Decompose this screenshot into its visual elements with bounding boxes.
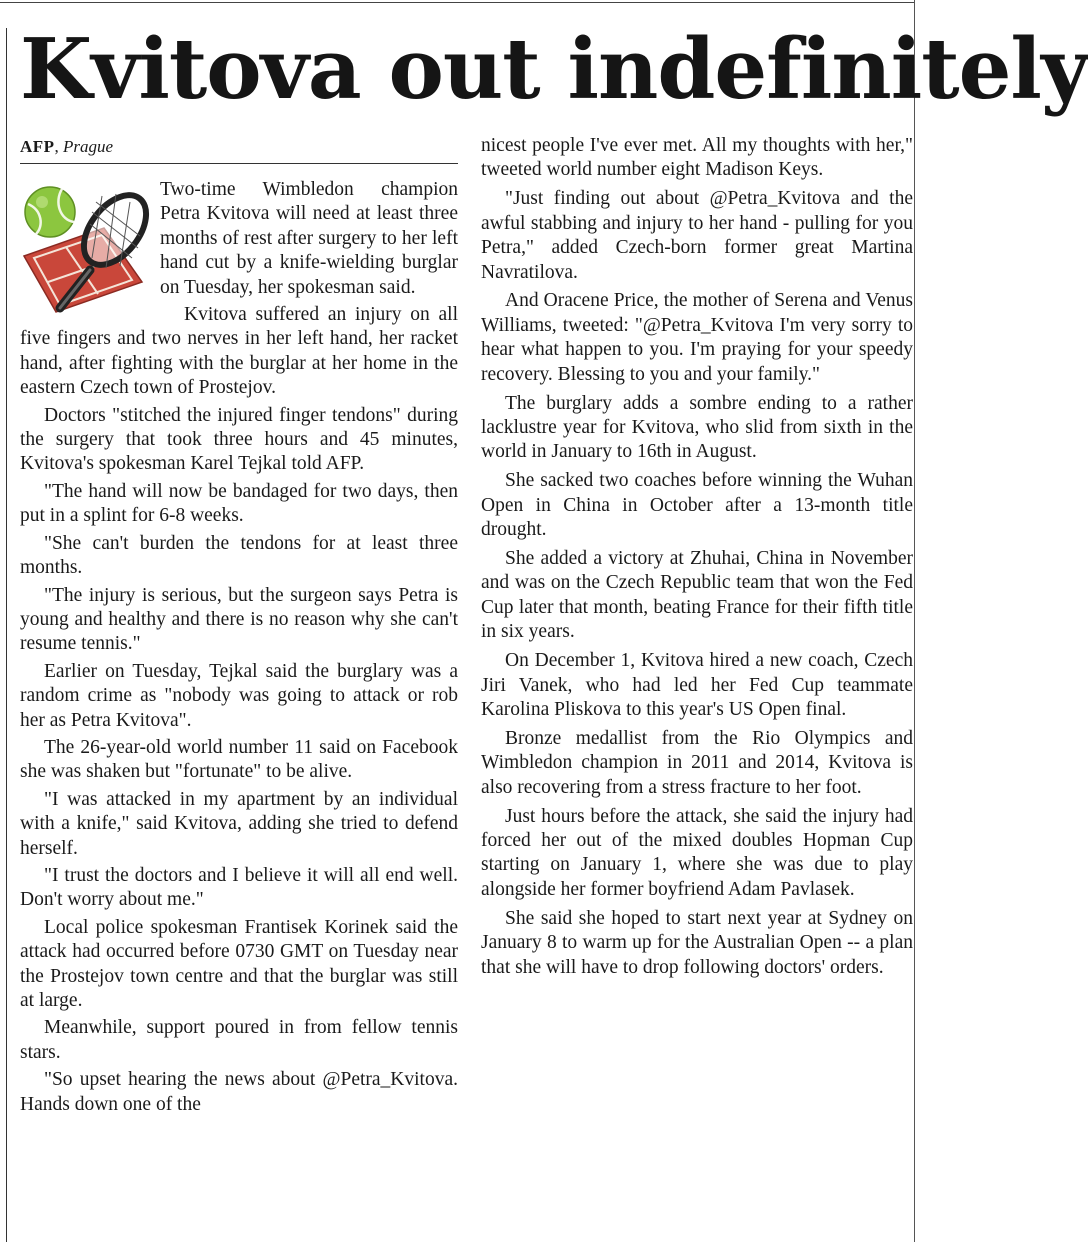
paragraph: Earlier on Tuesday, Tejkal said the burglary was a random crime as "nobody was going to attack or rob her as Petra Kvitova". xyxy=(20,660,458,731)
paragraph: She sacked two coaches before winning the Wuhan Open in China in October after a 13-month title drought. xyxy=(481,470,913,541)
byline-separator: , xyxy=(54,137,59,156)
byline-agency: AFP xyxy=(20,137,55,156)
paragraph: "The injury is serious, but the surgeon says Petra is young and healthy and there is no reason why she can't resume tennis." xyxy=(20,584,458,655)
paragraph: "I trust the doctors and I believe it will all end well. Don't worry about me." xyxy=(20,864,458,911)
paragraph: nicest people I've ever met. All my thoughts with her," tweeted world number eight Madison Keys. xyxy=(481,135,913,181)
top-rule xyxy=(0,2,915,3)
paragraph: "She can't burden the tendons for at least three months. xyxy=(20,532,458,579)
right-edge-rule xyxy=(914,0,915,1242)
paragraph: Doctors "stitched the injured finger tendons" during the surgery that took three hours and 45 minutes, Kvitova's spokesman Karel Tejkal told AFP. xyxy=(20,404,458,475)
article-headline: Kvitova out indefinitely xyxy=(20,20,1088,118)
left-column-rule xyxy=(6,28,7,1242)
paragraph: "The hand will now be bandaged for two days, then put in a splint for 6-8 weeks. xyxy=(20,480,458,527)
paragraph: She added a victory at Zhuhai, China in November and was on the Czech Republic team that won the Fed Cup later that month, beating France for their fifth title in six years. xyxy=(481,548,913,643)
paragraph: "I was attacked in my apartment by an individual with a knife," said Kvitova, adding she tried to defend herself. xyxy=(20,788,458,859)
paragraph: "So upset hearing the news about @Petra_Kvitova. Hands down one of the xyxy=(20,1069,458,1115)
paragraph: Kvitova suffered an injury on all five fingers and two nerves in her left hand, her racket hand, after fighting with the burglar at her home in the eastern Czech town of Prostejov. xyxy=(20,304,458,399)
tennis-ball-racket-court-icon xyxy=(20,178,148,318)
byline xyxy=(20,136,113,158)
byline-city: Prague xyxy=(63,137,114,156)
byline-rule xyxy=(20,163,458,164)
paragraph: She said she hoped to start next year at Sydney on January 8 to warm up for the Australian Open -- a plan that she will have to drop following doctors' orders. xyxy=(481,907,913,978)
paragraph: The 26-year-old world number 11 said on Facebook she was shaken but "fortunate" to be alive. xyxy=(20,736,458,783)
paragraph: "Just finding out about @Petra_Kvitova and the awful stabbing and injury to her hand - pulling for you Petra," added Czech-born former great Martina Navratilova. xyxy=(481,188,913,283)
paragraph: Just hours before the attack, she said the injury had forced her out of the mixed doubles Hopman Cup starting on January 1, where she was due to play alongside her former boyfriend Adam Pavlasek. xyxy=(481,805,913,900)
paragraph: The burglary adds a sombre ending to a rather lacklustre year for Kvitova, who slid from sixth in the world in January to 16th in August. xyxy=(481,392,913,463)
paragraph: And Oracene Price, the mother of Serena and Venus Williams, tweeted: "@Petra_Kvitova I'm very sorry to hear what happen to you. I'm praying for your speedy recovery. Blessing to you and your family." xyxy=(481,290,913,385)
article-column-right xyxy=(481,134,913,984)
paragraph: Local police spokesman Frantisek Korinek said the attack had occurred before 0730 GMT on Tuesday near the Prostejov town centre and that the burglar was still at large. xyxy=(20,916,458,1011)
article-column-left xyxy=(20,178,458,1120)
paragraph: Bronze medallist from the Rio Olympics and Wimbledon champion in 2011 and 2014, Kvitova is also recovering from a stress fracture to her foot. xyxy=(481,727,913,798)
paragraph: On December 1, Kvitova hired a new coach, Czech Jiri Vanek, who had led her Fed Cup teammate Karolina Pliskova to this year's US Open final. xyxy=(481,650,913,720)
paragraph: Meanwhile, support poured in from fellow tennis stars. xyxy=(20,1017,458,1063)
paragraph: Two-time Wimbledon champion Petra Kvitova will need at least three months of rest after surgery to her left hand cut by a knife-wielding burglar on Tuesday, her spokesman said. xyxy=(160,179,458,298)
